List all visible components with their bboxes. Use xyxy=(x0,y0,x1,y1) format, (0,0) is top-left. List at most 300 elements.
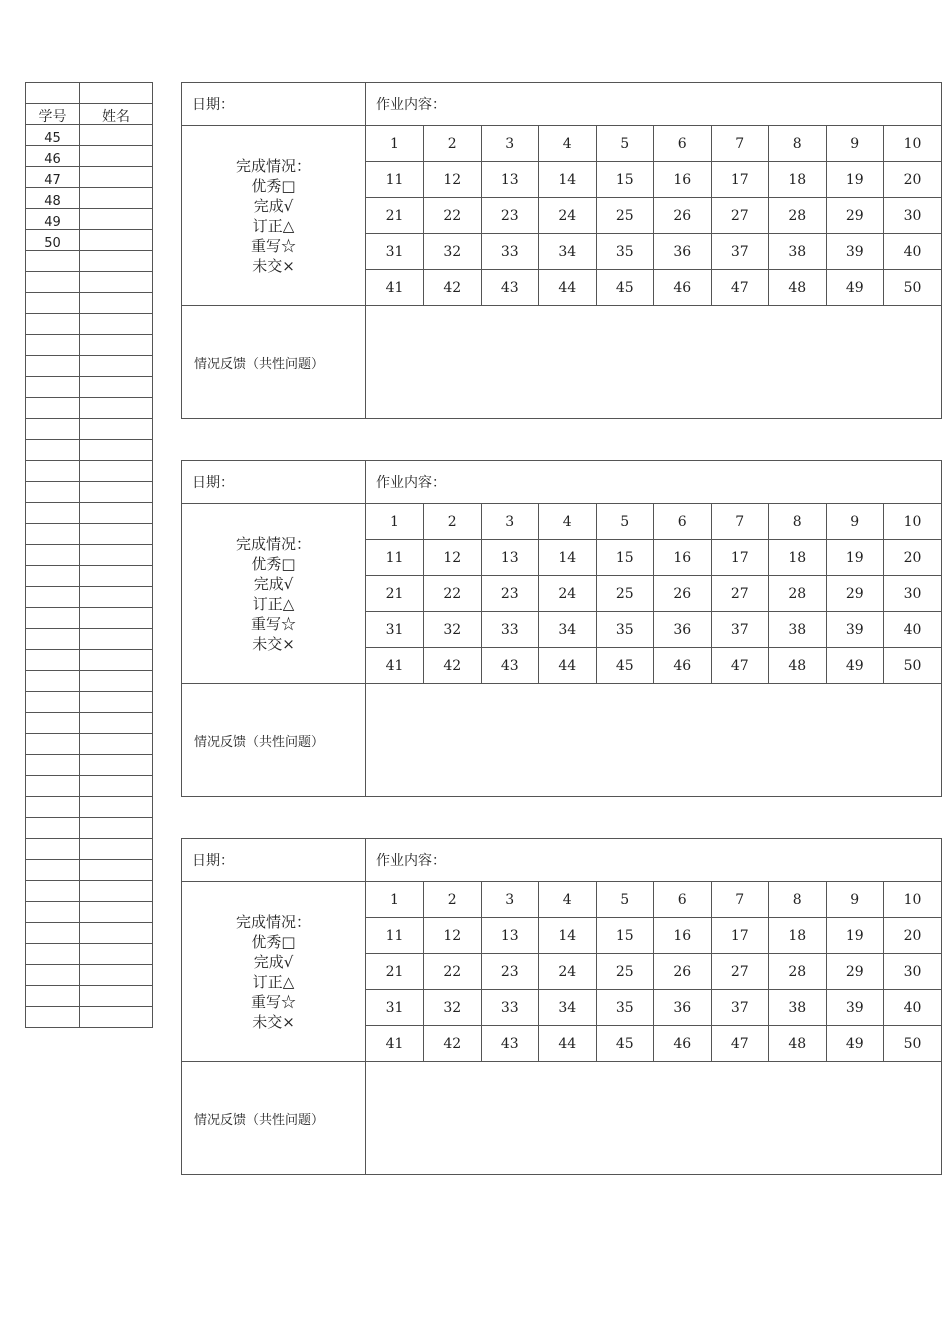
student-number-cell[interactable]: 34 xyxy=(539,990,597,1026)
student-number-cell[interactable]: 12 xyxy=(424,918,482,954)
student-number-cell[interactable]: 29 xyxy=(826,954,884,990)
roster-row xyxy=(26,650,153,671)
student-number-cell[interactable]: 46 xyxy=(654,270,712,306)
student-number-cell[interactable]: 17 xyxy=(711,540,769,576)
student-id-cell[interactable]: 49 xyxy=(26,209,80,230)
student-number-cell[interactable]: 31 xyxy=(366,990,424,1026)
completion-status-legend xyxy=(182,504,366,684)
roster-row xyxy=(26,125,153,146)
student-number-cell[interactable]: 28 xyxy=(769,576,827,612)
student-id-cell[interactable] xyxy=(26,671,80,692)
student-name-cell[interactable] xyxy=(80,272,153,293)
student-name-cell[interactable] xyxy=(80,671,153,692)
roster-row xyxy=(26,482,153,503)
status-corrected: 订正△ xyxy=(252,594,295,613)
roster-row xyxy=(26,377,153,398)
status-done: 完成√ xyxy=(253,574,294,593)
roster-row xyxy=(26,692,153,713)
student-number-cell[interactable]: 48 xyxy=(769,648,827,684)
student-number-cell[interactable]: 8 xyxy=(769,126,827,162)
status-corrected: 订正△ xyxy=(252,972,295,991)
student-number-cell[interactable]: 41 xyxy=(366,648,424,684)
student-number-cell[interactable]: 4 xyxy=(539,504,597,540)
student-number-cell[interactable]: 29 xyxy=(826,198,884,234)
student-name-cell[interactable] xyxy=(80,356,153,377)
student-number-cell[interactable]: 6 xyxy=(654,126,712,162)
student-id-cell[interactable] xyxy=(26,944,80,965)
student-number-cell[interactable]: 9 xyxy=(826,882,884,918)
student-name-cell[interactable] xyxy=(80,755,153,776)
student-number-cell[interactable]: 20 xyxy=(884,162,942,198)
student-id-cell[interactable] xyxy=(26,776,80,797)
student-number-cell[interactable]: 12 xyxy=(424,540,482,576)
student-name-cell[interactable] xyxy=(80,692,153,713)
student-id-cell[interactable] xyxy=(26,734,80,755)
student-id-cell[interactable] xyxy=(26,440,80,461)
student-id-cell[interactable]: 46 xyxy=(26,146,80,167)
roster-row xyxy=(26,356,153,377)
student-number-cell[interactable]: 13 xyxy=(481,918,539,954)
student-number-cell[interactable]: 23 xyxy=(481,954,539,990)
student-number-cell[interactable]: 32 xyxy=(424,612,482,648)
student-number-cell[interactable]: 13 xyxy=(481,162,539,198)
student-number-cell[interactable]: 22 xyxy=(424,954,482,990)
roster-row xyxy=(26,251,153,272)
roster-row xyxy=(26,713,153,734)
student-number-cell[interactable]: 11 xyxy=(366,162,424,198)
homework-content-label: 作业内容： xyxy=(366,83,942,126)
student-number-cell[interactable]: 19 xyxy=(826,162,884,198)
student-id-cell[interactable] xyxy=(26,524,80,545)
status-missing: 未交× xyxy=(252,634,295,653)
roster-row xyxy=(26,335,153,356)
student-number-cell[interactable]: 48 xyxy=(769,270,827,306)
student-name-cell[interactable] xyxy=(80,986,153,1007)
student-id-cell[interactable] xyxy=(26,608,80,629)
student-number-cell[interactable]: 2 xyxy=(424,882,482,918)
student-id-cell[interactable] xyxy=(26,650,80,671)
roster-row xyxy=(26,860,153,881)
student-id-cell[interactable] xyxy=(26,881,80,902)
student-number-cell[interactable]: 47 xyxy=(711,648,769,684)
student-number-cell[interactable]: 14 xyxy=(539,162,597,198)
status-excellent: 优秀□ xyxy=(251,932,296,951)
student-name-cell[interactable] xyxy=(80,188,153,209)
student-roster-table xyxy=(25,82,153,1028)
student-number-grid xyxy=(366,504,942,684)
student-id-cell[interactable] xyxy=(26,398,80,419)
status-title: 完成情况： xyxy=(235,912,311,931)
student-name-cell[interactable] xyxy=(80,734,153,755)
status-excellent: 优秀□ xyxy=(251,554,296,573)
student-number-cell[interactable]: 16 xyxy=(654,540,712,576)
student-number-cell[interactable]: 50 xyxy=(903,657,922,674)
student-id-cell[interactable] xyxy=(26,839,80,860)
roster-row xyxy=(26,272,153,293)
roster-row xyxy=(26,230,153,251)
student-id-cell[interactable] xyxy=(26,482,80,503)
student-id-cell[interactable] xyxy=(26,692,80,713)
student-name-cell[interactable] xyxy=(80,251,153,272)
student-number-cell[interactable]: 35 xyxy=(596,612,654,648)
student-id-cell[interactable]: 48 xyxy=(26,188,80,209)
student-id-cell[interactable] xyxy=(26,461,80,482)
roster-row xyxy=(26,293,153,314)
student-number-cell[interactable]: 8 xyxy=(769,504,827,540)
student-number-cell[interactable]: 38 xyxy=(769,234,827,270)
student-number-cell[interactable]: 25 xyxy=(596,954,654,990)
student-name-cell[interactable] xyxy=(80,566,153,587)
student-number-cell[interactable]: 22 xyxy=(424,576,482,612)
roster-row xyxy=(26,587,153,608)
student-number-cell[interactable]: 1 xyxy=(366,882,424,918)
student-number-cell[interactable]: 28 xyxy=(769,198,827,234)
student-number-cell[interactable]: 25 xyxy=(596,198,654,234)
status-rewrite: 重写☆ xyxy=(250,236,296,255)
student-name-cell[interactable] xyxy=(80,587,153,608)
student-name-cell[interactable] xyxy=(80,797,153,818)
student-number-cell[interactable]: 7 xyxy=(711,504,769,540)
student-number-cell[interactable]: 31 xyxy=(366,234,424,270)
student-name-cell[interactable] xyxy=(80,524,153,545)
student-number-cell[interactable]: 3 xyxy=(481,126,539,162)
student-id-cell[interactable] xyxy=(26,629,80,650)
student-number-cell[interactable]: 24 xyxy=(539,198,597,234)
student-number-cell[interactable]: 21 xyxy=(366,198,424,234)
student-number-cell[interactable]: 43 xyxy=(481,648,539,684)
status-rewrite: 重写☆ xyxy=(250,614,296,633)
student-number-cell[interactable]: 1 xyxy=(366,126,424,162)
student-number-cell[interactable]: 23 xyxy=(481,198,539,234)
student-number-cell[interactable]: 32 xyxy=(424,234,482,270)
student-number-cell[interactable]: 4 xyxy=(539,882,597,918)
student-number-cell[interactable]: 37 xyxy=(711,234,769,270)
roster-row xyxy=(26,104,153,125)
student-name-cell[interactable] xyxy=(80,545,153,566)
student-number-cell[interactable]: 10 xyxy=(884,504,942,540)
roster-row xyxy=(26,755,153,776)
student-name-cell[interactable] xyxy=(80,377,153,398)
status-corrected: 订正△ xyxy=(252,216,295,235)
student-number-cell[interactable]: 15 xyxy=(596,162,654,198)
student-id-cell[interactable] xyxy=(26,797,80,818)
student-id-cell[interactable] xyxy=(26,335,80,356)
student-number-cell[interactable]: 3 xyxy=(481,882,539,918)
student-number-cell[interactable]: 42 xyxy=(424,270,482,306)
student-name-cell[interactable] xyxy=(80,146,153,167)
student-id-cell[interactable] xyxy=(26,860,80,881)
student-number-cell[interactable]: 6 xyxy=(654,504,712,540)
student-name-cell[interactable] xyxy=(80,923,153,944)
student-number-cell[interactable]: 48 xyxy=(769,1026,827,1062)
student-name-cell[interactable] xyxy=(80,167,153,188)
student-number-cell[interactable]: 49 xyxy=(826,648,884,684)
roster-row xyxy=(26,734,153,755)
student-number-cell[interactable]: 27 xyxy=(711,198,769,234)
student-number-cell[interactable]: 43 xyxy=(481,1026,539,1062)
roster-row xyxy=(26,398,153,419)
student-number-cell[interactable]: 27 xyxy=(711,576,769,612)
student-number-cell[interactable]: 14 xyxy=(539,540,597,576)
student-number-cell[interactable]: 37 xyxy=(711,612,769,648)
student-id-cell[interactable] xyxy=(26,965,80,986)
student-name-cell[interactable] xyxy=(80,944,153,965)
status-rewrite: 重写☆ xyxy=(250,992,296,1011)
student-number-cell[interactable]: 6 xyxy=(654,882,712,918)
student-id-header: 学号 xyxy=(26,104,80,125)
student-name-cell[interactable] xyxy=(80,818,153,839)
student-number-cell[interactable]: 35 xyxy=(596,234,654,270)
student-name-cell[interactable] xyxy=(80,965,153,986)
student-number-cell[interactable]: 15 xyxy=(596,918,654,954)
student-number-cell[interactable]: 19 xyxy=(826,918,884,954)
student-name-cell[interactable] xyxy=(80,398,153,419)
student-number-cell[interactable]: 2 xyxy=(424,504,482,540)
student-number-cell[interactable]: 28 xyxy=(769,954,827,990)
student-name-header: 姓名 xyxy=(80,104,153,125)
student-number-cell[interactable]: 38 xyxy=(769,612,827,648)
student-id-cell[interactable] xyxy=(26,83,80,104)
completion-status-legend xyxy=(182,882,366,1062)
student-number-grid xyxy=(366,882,942,1062)
student-number-cell[interactable]: 36 xyxy=(654,612,712,648)
student-number-cell[interactable]: 5 xyxy=(596,504,654,540)
student-number-cell[interactable]: 24 xyxy=(539,576,597,612)
student-number-cell[interactable]: 21 xyxy=(366,954,424,990)
student-name-cell[interactable] xyxy=(80,314,153,335)
student-number-cell[interactable]: 27 xyxy=(711,954,769,990)
roster-row xyxy=(26,671,153,692)
student-number-cell[interactable]: 49 xyxy=(826,270,884,306)
student-name-cell[interactable] xyxy=(80,881,153,902)
feedback-area[interactable] xyxy=(366,1062,942,1175)
student-number-cell[interactable]: 32 xyxy=(424,990,482,1026)
student-number-cell[interactable]: 20 xyxy=(884,918,942,954)
student-number-cell[interactable]: 9 xyxy=(826,126,884,162)
student-number-cell[interactable]: 39 xyxy=(826,234,884,270)
student-number-cell[interactable]: 12 xyxy=(424,162,482,198)
student-number-cell[interactable]: 40 xyxy=(884,234,942,270)
student-number-cell[interactable]: 36 xyxy=(654,990,712,1026)
roster-row xyxy=(26,776,153,797)
student-number-cell[interactable]: 23 xyxy=(481,576,539,612)
student-number-cell[interactable]: 41 xyxy=(366,1026,424,1062)
student-number-grid xyxy=(366,126,942,306)
student-number-cell[interactable]: 1 xyxy=(366,504,424,540)
student-number-cell[interactable]: 33 xyxy=(481,612,539,648)
roster-row xyxy=(26,188,153,209)
roster-row xyxy=(26,461,153,482)
student-number-cell[interactable]: 36 xyxy=(654,234,712,270)
roster-row xyxy=(26,881,153,902)
roster-row xyxy=(26,629,153,650)
student-number-cell[interactable]: 40 xyxy=(884,612,942,648)
feedback-area[interactable] xyxy=(366,306,942,419)
student-id-cell[interactable] xyxy=(26,272,80,293)
roster-row xyxy=(26,965,153,986)
homework-block xyxy=(181,838,942,1175)
student-number-cell[interactable]: 10 xyxy=(884,126,942,162)
student-number-cell[interactable]: 42 xyxy=(424,648,482,684)
roster-row xyxy=(26,524,153,545)
student-number-cell[interactable]: 18 xyxy=(769,540,827,576)
student-name-cell[interactable] xyxy=(80,209,153,230)
student-number-cell[interactable]: 17 xyxy=(711,162,769,198)
roster-row xyxy=(26,83,153,104)
student-number-cell[interactable]: 40 xyxy=(884,990,942,1026)
student-id-cell[interactable] xyxy=(26,986,80,1007)
student-id-cell[interactable] xyxy=(26,713,80,734)
student-name-cell[interactable] xyxy=(80,482,153,503)
student-id-cell[interactable] xyxy=(26,419,80,440)
student-number-cell[interactable]: 19 xyxy=(826,540,884,576)
student-id-cell[interactable] xyxy=(26,1007,80,1028)
student-number-cell[interactable]: 45 xyxy=(596,270,654,306)
feedback-area[interactable] xyxy=(366,684,942,797)
student-name-cell[interactable] xyxy=(80,902,153,923)
student-number-cell[interactable]: 47 xyxy=(711,1026,769,1062)
student-number-cell[interactable]: 30 xyxy=(884,576,942,612)
date-label: 日期： xyxy=(182,461,366,504)
student-number-cell[interactable]: 29 xyxy=(826,576,884,612)
student-id-cell[interactable] xyxy=(26,923,80,944)
student-id-cell[interactable] xyxy=(26,251,80,272)
student-number-cell[interactable]: 47 xyxy=(711,270,769,306)
student-name-cell[interactable] xyxy=(80,440,153,461)
student-number-cell[interactable]: 34 xyxy=(539,612,597,648)
student-name-cell[interactable] xyxy=(80,293,153,314)
student-id-cell[interactable] xyxy=(26,566,80,587)
student-id-cell[interactable] xyxy=(26,503,80,524)
student-id-cell[interactable] xyxy=(26,377,80,398)
roster-row xyxy=(26,545,153,566)
student-number-cell[interactable]: 42 xyxy=(424,1026,482,1062)
student-number-cell[interactable]: 50 xyxy=(903,279,922,296)
roster-row xyxy=(26,986,153,1007)
student-number-cell[interactable]: 17 xyxy=(711,918,769,954)
student-name-cell[interactable] xyxy=(80,419,153,440)
student-number-cell[interactable]: 45 xyxy=(596,648,654,684)
student-name-cell[interactable] xyxy=(80,335,153,356)
roster-row xyxy=(26,146,153,167)
status-done: 完成√ xyxy=(253,196,294,215)
student-id-cell[interactable]: 47 xyxy=(26,167,80,188)
student-number-cell[interactable]: 39 xyxy=(826,612,884,648)
student-number-cell[interactable]: 18 xyxy=(769,918,827,954)
student-number-cell[interactable]: 4 xyxy=(539,126,597,162)
student-number-cell[interactable]: 44 xyxy=(539,1026,597,1062)
student-number-cell[interactable]: 26 xyxy=(654,576,712,612)
status-excellent: 优秀□ xyxy=(251,176,296,195)
student-number-cell[interactable]: 21 xyxy=(366,576,424,612)
student-name-cell[interactable] xyxy=(80,230,153,251)
student-number-cell[interactable]: 30 xyxy=(884,198,942,234)
student-number-cell[interactable]: 46 xyxy=(654,1026,712,1062)
student-number-cell[interactable]: 22 xyxy=(424,198,482,234)
student-id-cell[interactable] xyxy=(26,755,80,776)
student-number-cell[interactable]: 39 xyxy=(826,990,884,1026)
student-number-cell[interactable]: 20 xyxy=(884,540,942,576)
student-id-cell[interactable]: 45 xyxy=(26,125,80,146)
student-number-cell[interactable]: 16 xyxy=(654,162,712,198)
student-number-cell[interactable]: 15 xyxy=(596,540,654,576)
student-id-cell[interactable] xyxy=(26,587,80,608)
student-number-cell[interactable]: 11 xyxy=(366,540,424,576)
student-number-cell[interactable]: 50 xyxy=(903,1035,922,1052)
student-number-cell[interactable]: 11 xyxy=(366,918,424,954)
student-number-cell[interactable]: 5 xyxy=(596,126,654,162)
student-name-cell[interactable] xyxy=(80,461,153,482)
student-id-cell[interactable] xyxy=(26,545,80,566)
student-number-cell[interactable]: 26 xyxy=(654,198,712,234)
student-number-cell[interactable]: 18 xyxy=(769,162,827,198)
student-number-cell[interactable]: 13 xyxy=(481,540,539,576)
student-name-cell[interactable] xyxy=(80,629,153,650)
student-name-cell[interactable] xyxy=(80,776,153,797)
student-number-cell[interactable]: 10 xyxy=(884,882,942,918)
student-number-cell[interactable]: 38 xyxy=(769,990,827,1026)
student-number-cell[interactable]: 2 xyxy=(424,126,482,162)
student-number-cell[interactable]: 37 xyxy=(711,990,769,1026)
roster-row xyxy=(26,923,153,944)
student-number-cell[interactable]: 16 xyxy=(654,918,712,954)
student-number-cell[interactable]: 31 xyxy=(366,612,424,648)
status-missing: 未交× xyxy=(252,256,295,275)
student-number-cell[interactable]: 26 xyxy=(654,954,712,990)
student-number-cell[interactable]: 25 xyxy=(596,576,654,612)
student-number-cell[interactable]: 45 xyxy=(596,1026,654,1062)
student-number-cell[interactable]: 7 xyxy=(711,882,769,918)
student-name-cell[interactable] xyxy=(80,608,153,629)
student-name-cell[interactable] xyxy=(80,839,153,860)
student-number-cell[interactable]: 7 xyxy=(711,126,769,162)
student-id-cell[interactable] xyxy=(26,356,80,377)
student-number-cell[interactable]: 14 xyxy=(539,918,597,954)
student-name-cell[interactable] xyxy=(80,83,153,104)
student-name-cell[interactable] xyxy=(80,125,153,146)
student-number-cell[interactable]: 24 xyxy=(539,954,597,990)
student-name-cell[interactable] xyxy=(80,713,153,734)
student-name-cell[interactable] xyxy=(80,650,153,671)
student-name-cell[interactable] xyxy=(80,1007,153,1028)
student-id-cell[interactable] xyxy=(26,314,80,335)
student-number-cell[interactable]: 44 xyxy=(539,648,597,684)
student-number-cell[interactable]: 44 xyxy=(539,270,597,306)
feedback-label: 情况反馈（共性问题） xyxy=(182,1062,366,1175)
roster-row xyxy=(26,839,153,860)
student-name-cell[interactable] xyxy=(80,503,153,524)
student-number-cell[interactable]: 30 xyxy=(884,954,942,990)
student-number-cell[interactable]: 35 xyxy=(596,990,654,1026)
student-number-cell[interactable]: 9 xyxy=(826,504,884,540)
student-number-cell[interactable]: 33 xyxy=(481,990,539,1026)
student-number-cell[interactable]: 34 xyxy=(539,234,597,270)
student-id-cell[interactable]: 50 xyxy=(26,230,80,251)
student-name-cell[interactable] xyxy=(80,860,153,881)
student-id-cell[interactable] xyxy=(26,902,80,923)
student-number-cell[interactable]: 33 xyxy=(481,234,539,270)
status-missing: 未交× xyxy=(252,1012,295,1031)
student-number-cell[interactable]: 3 xyxy=(481,504,539,540)
student-number-cell[interactable]: 49 xyxy=(826,1026,884,1062)
student-number-cell[interactable]: 5 xyxy=(596,882,654,918)
student-id-cell[interactable] xyxy=(26,818,80,839)
student-number-cell[interactable]: 8 xyxy=(769,882,827,918)
student-id-cell[interactable] xyxy=(26,293,80,314)
student-number-cell[interactable]: 41 xyxy=(366,270,424,306)
student-number-cell[interactable]: 43 xyxy=(481,270,539,306)
student-number-cell[interactable]: 46 xyxy=(654,648,712,684)
